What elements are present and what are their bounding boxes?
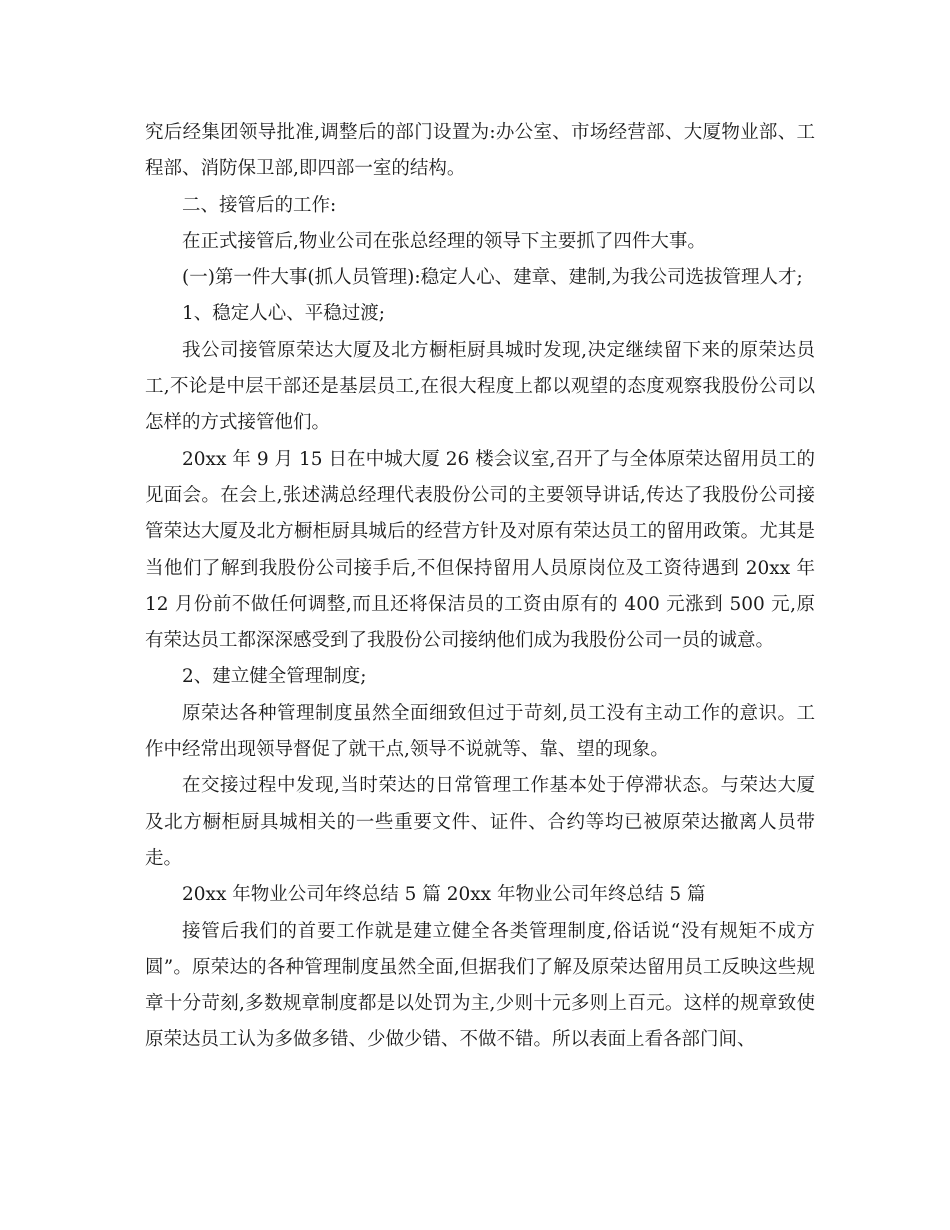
paragraph-strict-rules: 原荣达各种管理制度虽然全面细致但过于苛刻,员工没有主动工作的意识。工作中经常出现领导督促了就干点,领导不说就等、靠、望的现象。 (145, 702, 815, 761)
paragraph-repeated-title: 20xx 年物业公司年终总结 5 篇 20xx 年物业公司年终总结 5 篇 (182, 884, 706, 906)
paragraph-meeting: 20xx 年 9 月 15 日在中城大厦 26 楼会议室,召开了与全体原荣达留用员工的见面会。在会上,张述满总经理代表股份公司的主要领导讲话,传达了我股份公司接管荣达大厦及北方橱柜厨具城后的经营方针及对原有荣达员工的留用政策。尤其是当他们了解到我股份公司接手后,不但保持留用人员原岗位及工资待遇到 20xx 年 12 月份前不做任何调整,而且还将保洁员的工资由原有的 400 元涨到 500 元,原有荣达员工都深深感受到了我股份公司接纳他们成为我股份公司一员的诚意。 (145, 448, 815, 652)
document-body (145, 115, 815, 1059)
item-heading-stabilize: 1、稳定人心、平稳过渡; (182, 303, 386, 325)
paragraph-first-work-rules: 接管后我们的首要工作就是建立健全各类管理制度,俗话说“没有规矩不成方圆”。原荣达的各种管理制度虽然全面,但据我们了解及原荣达留用员工反映这些规章十分苛刻,多数规章制度都是以处罚为主,少则十元多则上百元。这样的规章致使原荣达员工认为多做多错、少做少错、不做不错。所以表面上看各部门间、 (145, 920, 815, 1051)
paragraph-handover-findings: 在交接过程中发现,当时荣达的日常管理工作基本处于停滞状态。与荣达大厦及北方橱柜厨具城相关的一些重要文件、证件、合约等均已被原荣达撤离人员带走。 (145, 775, 815, 869)
section-heading-post-takeover-work: 二、接管后的工作: (182, 194, 337, 216)
item-heading-management-system: 2、建立健全管理制度; (182, 666, 367, 688)
subheading-first-task: (一)第一件大事(抓人员管理):稳定人心、建章、建制,为我公司选拔管理人才; (182, 267, 803, 289)
paragraph-staff-observation: 我公司接管原荣达大厦及北方橱柜厨具城时发现,决定继续留下来的原荣达员工,不论是中层干部还是基层员工,在很大程度上都以观望的态度观察我股份公司以怎样的方式接管他们。 (145, 339, 815, 434)
paragraph-four-major-tasks: 在正式接管后,物业公司在张总经理的领导下主要抓了四件大事。 (182, 230, 706, 252)
paragraph-department-setup: 究后经集团领导批准,调整后的部门设置为:办公室、市场经营部、大厦物业部、工程部、消防保卫部,即四部一室的结构。 (145, 122, 815, 180)
